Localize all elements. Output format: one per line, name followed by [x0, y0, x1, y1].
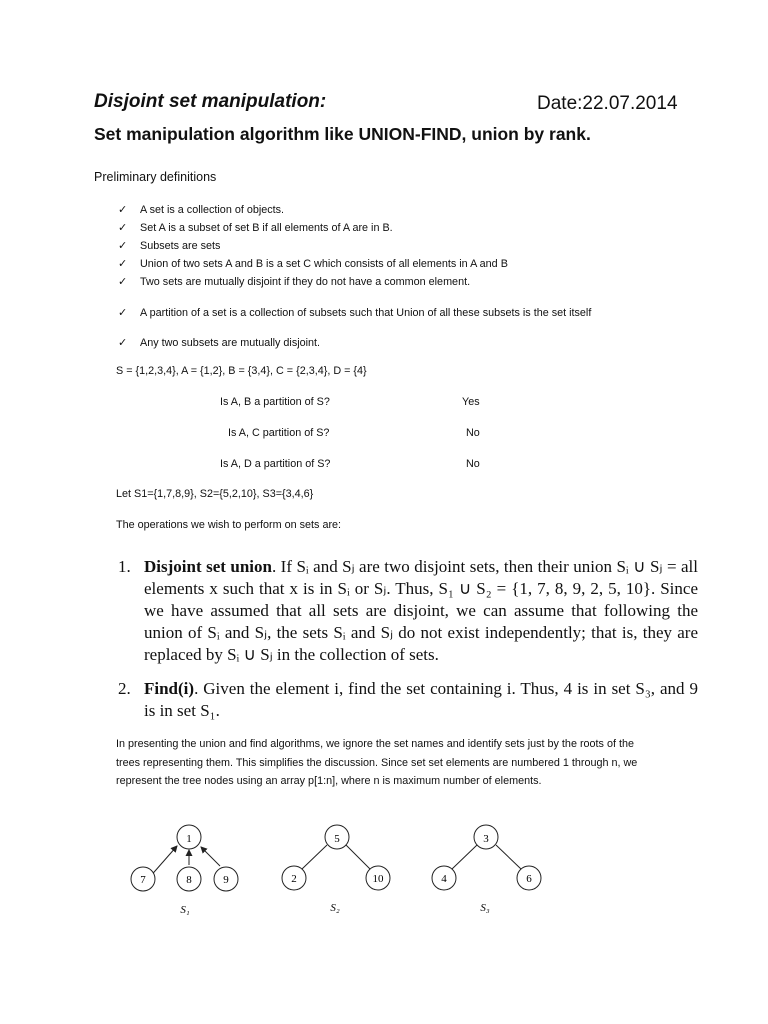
checkmark-icon: ✓ — [118, 239, 128, 252]
tree-edge — [452, 845, 477, 869]
list-item: ✓ Subsets are sets — [118, 239, 221, 252]
list-item: ✓ Union of two sets A and B is a set C which consists of all elements in A and B — [118, 257, 508, 270]
answer-text: No — [466, 427, 480, 439]
set-trees-diagram — [0, 815, 768, 925]
page-title: Disjoint set manipulation: — [94, 91, 327, 112]
checkmark-icon: ✓ — [118, 221, 128, 234]
checkmark-icon: ✓ — [118, 257, 128, 270]
list-item: ✓ Two sets are mutually disjoint if they do not have a common element. — [118, 275, 471, 288]
checkmark-icon: ✓ — [118, 275, 128, 288]
tree-label: S₂ — [330, 902, 340, 914]
node-label: 10 — [372, 873, 384, 885]
tree-edge — [496, 845, 521, 869]
page-subtitle: Set manipulation algorithm like UNION-FIND, union by rank. — [94, 124, 591, 144]
checkmark-icon: ✓ — [118, 306, 128, 319]
operation-union — [118, 556, 698, 666]
checkmark-icon: ✓ — [118, 203, 128, 216]
tree-edge — [201, 847, 220, 866]
node-label: 5 — [334, 833, 340, 845]
list-item: ✓ Set A is a subset of set B if all elements of A are in B. — [118, 221, 393, 234]
question-text: Is A, C partition of S? — [228, 427, 330, 439]
operations-intro: The operations we wish to perform on sets are: — [116, 519, 342, 531]
tree-s3 — [432, 825, 541, 914]
tree-label: S₃ — [480, 902, 490, 914]
node-label: 8 — [186, 874, 192, 886]
operation-find — [118, 678, 698, 722]
list-item: ✓ A partition of a set is a collection of subsets such that Union of all these subsets is the set itself — [118, 306, 592, 319]
question-text: Is A, D a partition of S? — [220, 458, 331, 470]
operation-text: . Given the element i, find the set containing i. Thus, 4 is in set S₃, and 9 is in set S₁. — [144, 679, 698, 720]
node-label: 7 — [140, 874, 146, 886]
operation-number: 2. — [118, 679, 131, 698]
node-label: 9 — [223, 874, 229, 886]
answer-text: Yes — [462, 396, 480, 408]
node-label: 3 — [483, 833, 489, 845]
node-label: 6 — [526, 873, 532, 885]
operation-text: . If Sᵢ and Sⱼ are two disjoint sets, then their union Sᵢ ∪ Sⱼ = all elements x such that x is in Sᵢ or Sⱼ. Thus, S₁ ∪ S₂ = {1, 7, 8, 9, 2, 5, 10}. Since we have assumed that all sets are disjoint, we can assume that following the union of Sᵢ and Sⱼ, the sets Sᵢ and Sⱼ do not exist independently; that is, they are replaced by Sᵢ ∪ Sⱼ in the collection of sets. — [144, 557, 698, 664]
tree-s2 — [282, 825, 390, 914]
node-label: 1 — [186, 833, 192, 845]
explanation-paragraph: In presenting the union and find algorithms, we ignore the set names and identify sets just by the roots of the trees representing them. This simplifies the discussion. Since set set elements are numbered 1 through n, we represent the tree nodes using an array p[1:n], where n is maximum number of elements. — [116, 738, 638, 787]
date-label: Date:22.07.2014 — [537, 93, 678, 114]
tree-edge — [302, 845, 327, 869]
let-line: Let S1={1,7,8,9}, S2={5,2,10}, S3={3,4,6} — [116, 488, 314, 500]
tree-edge — [346, 845, 370, 869]
question-text: Is A, B a partition of S? — [220, 396, 330, 408]
sets-definition: S = {1,2,3,4}, A = {1,2}, B = {3,4}, C = {2,3,4}, D = {4} — [116, 365, 367, 377]
preliminary-heading: Preliminary definitions — [94, 170, 217, 184]
answer-text: No — [466, 458, 480, 470]
list-item: ✓ A set is a collection of objects. — [118, 203, 285, 216]
tree-s1 — [131, 825, 238, 916]
node-label: 2 — [291, 873, 297, 885]
operation-name: Find(i) — [144, 679, 195, 698]
tree-label: S₁ — [180, 904, 190, 916]
checkmark-icon: ✓ — [118, 336, 128, 349]
operation-number: 1. — [118, 557, 131, 576]
list-item: ✓ Any two subsets are mutually disjoint. — [118, 336, 321, 349]
operation-name: Disjoint set union — [144, 557, 272, 576]
node-label: 4 — [441, 873, 447, 885]
